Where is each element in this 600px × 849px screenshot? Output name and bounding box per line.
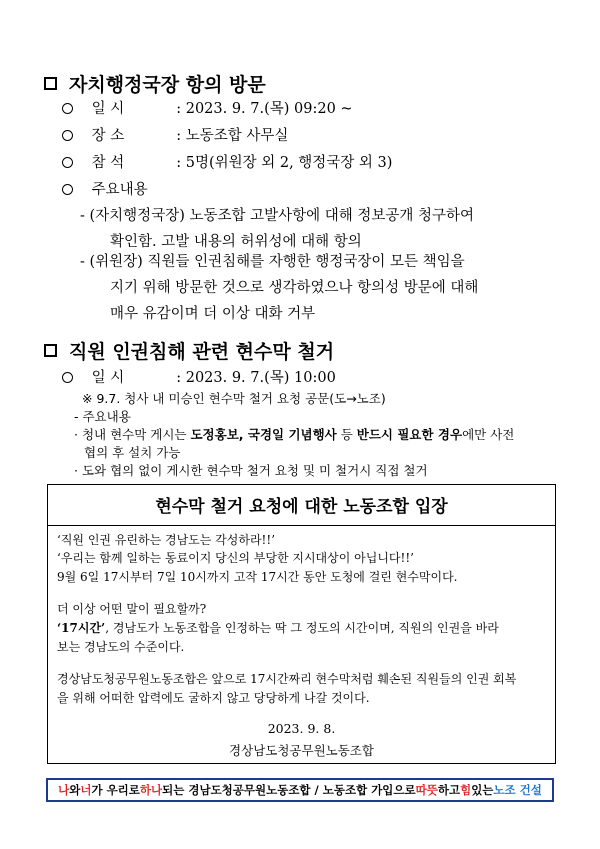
s1-place-row — [62, 124, 288, 145]
s1-attend-value: : 5명(위원장 외 2, 행정국장 외 3) — [176, 155, 393, 171]
s1-content-label: 주요내용 — [91, 182, 148, 198]
stance-line6: 보는 경남도의 수준이다. — [57, 640, 185, 654]
s1-date-row — [62, 97, 353, 118]
s1-item2 — [80, 249, 560, 327]
s1-attend-row — [62, 151, 392, 172]
stance-line8: 을 위해 어떠한 압력에도 굴하지 않고 당당하게 나갈 것이다. — [57, 691, 370, 705]
s1-content-row — [62, 178, 148, 199]
circle-bullet-icon — [62, 372, 73, 383]
stance-line5 — [57, 619, 499, 636]
s1-item1 — [80, 203, 560, 255]
s1-item1-line2: 확인함. 고발 내용의 허위성에 대해 항의 — [110, 234, 362, 250]
stance-line7: 경상남도청공무원노동조합은 앞으로 17시간짜리 현수막처럼 훼손된 직원들의 인권 회복 — [57, 672, 517, 686]
stance-date: 2023. 9. 8. — [267, 721, 336, 736]
stance-line5-bold: ‘17시간’ — [57, 621, 106, 635]
stance-line5-rest: , 경남도가 노동조합을 인정하는 딱 그 정도의 시간이며, 직원의 인권을 바라 — [105, 621, 499, 635]
s2-bullet1-bold2: 반드시 필요한 경우 — [356, 427, 463, 442]
stance-quote2: ‘우리는 함께 일하는 동료이지 당신의 부당한 지시대상이 아닙니다!!’ — [57, 551, 414, 565]
stance-title: 현수막 철거 요청에 대한 노동조합 입장 — [155, 497, 448, 517]
section2-title-text: 직원 인권침해 관련 현수막 철거 — [69, 341, 335, 363]
stance-quote1: ‘직원 인권 유린하는 경남도는 각성하라!!’ — [57, 533, 276, 547]
s1-date-value: : 2023. 9. 7.(목) 09:20 ~ — [176, 101, 353, 117]
s2-bullet1-bold1: 도정홍보, 국경일 기념행사 — [190, 427, 337, 442]
circle-bullet-icon — [62, 184, 73, 195]
s1-item2-line2: 지기 위해 방문한 것으로 생각하였으나 항의성 방문에 대해 — [110, 280, 479, 296]
section2-title — [44, 337, 334, 364]
stance-line3: 9월 6일 17시부터 7일 10시까지 고작 17시간 동안 도청에 걸린 현수막이다. — [57, 570, 458, 584]
s2-content-label: - 주요내용 — [74, 409, 131, 424]
stance-title-divider — [48, 525, 555, 526]
s2-date-row — [62, 366, 336, 387]
slogan-part5: 하나 — [139, 783, 163, 797]
s2-date-label: 일 시 — [91, 370, 125, 386]
slogan-part2: 와 — [69, 783, 81, 797]
stance-org: 경상남도청공무원노동조합 — [229, 743, 374, 758]
stance-line4: 더 이상 어떤 말이 필요할까? — [57, 602, 207, 616]
section1-title — [44, 70, 266, 97]
section1-title-text: 자치행정국장 항의 방문 — [69, 74, 266, 96]
s2-note: ※ 9.7. 청사 내 미승인 현수막 철거 요청 공문(도→노조) — [82, 391, 386, 406]
s1-place-label: 장 소 — [91, 128, 125, 144]
circle-bullet-icon — [62, 157, 73, 168]
s1-item1-line1: - (자치행정국장) 노동조합 고발사항에 대해 정보공개 청구하여 — [80, 208, 475, 224]
s2-date-value: : 2023. 9. 7.(목) 10:00 — [176, 370, 336, 386]
checkbox-square-icon — [44, 77, 57, 90]
circle-bullet-icon — [62, 103, 73, 114]
s2-bullet1-line2: 협의 후 설치 가능 — [84, 445, 181, 460]
slogan-part8: 하고 — [437, 783, 461, 797]
s1-item2-line1: - (위원장) 직원들 인권침해를 자행한 행정국장이 모든 책임을 — [80, 254, 465, 270]
s2-bullet1-line1 — [74, 425, 514, 443]
footer-slogan — [46, 778, 554, 802]
s2-bullet1-pre: · 청내 현수막 게시는 — [74, 427, 191, 442]
s2-bullet2: · 도와 협의 없이 게시한 현수막 철거 요청 및 미 철거시 직접 철거 — [74, 463, 428, 478]
slogan-part1: 나 — [58, 783, 70, 797]
s1-attend-label: 참 석 — [91, 155, 125, 171]
circle-bullet-icon — [62, 130, 73, 141]
s1-item2-line3: 매우 유감이며 더 이상 대화 거부 — [110, 306, 316, 322]
slogan-part11: 노조 건설 — [493, 783, 542, 797]
slogan-part3: 너 — [80, 783, 92, 797]
checkbox-square-icon — [44, 344, 57, 357]
slogan-part6: 되는 경남도청공무원노동조합 / 노동조합 가입으로 — [162, 783, 416, 797]
s1-date-label: 일 시 — [91, 101, 125, 117]
slogan-part10: 있는 — [471, 783, 494, 797]
slogan-part9: 힘 — [460, 783, 472, 797]
stance-box — [47, 484, 556, 764]
s2-bullet1-mid: 등 — [336, 427, 357, 442]
s1-place-value: : 노동조합 사무실 — [176, 128, 289, 144]
s2-bullet1-post: 에만 사전 — [462, 427, 515, 442]
slogan-part7: 따뜻 — [415, 783, 438, 797]
slogan-part4: 가 우리로 — [91, 783, 140, 797]
